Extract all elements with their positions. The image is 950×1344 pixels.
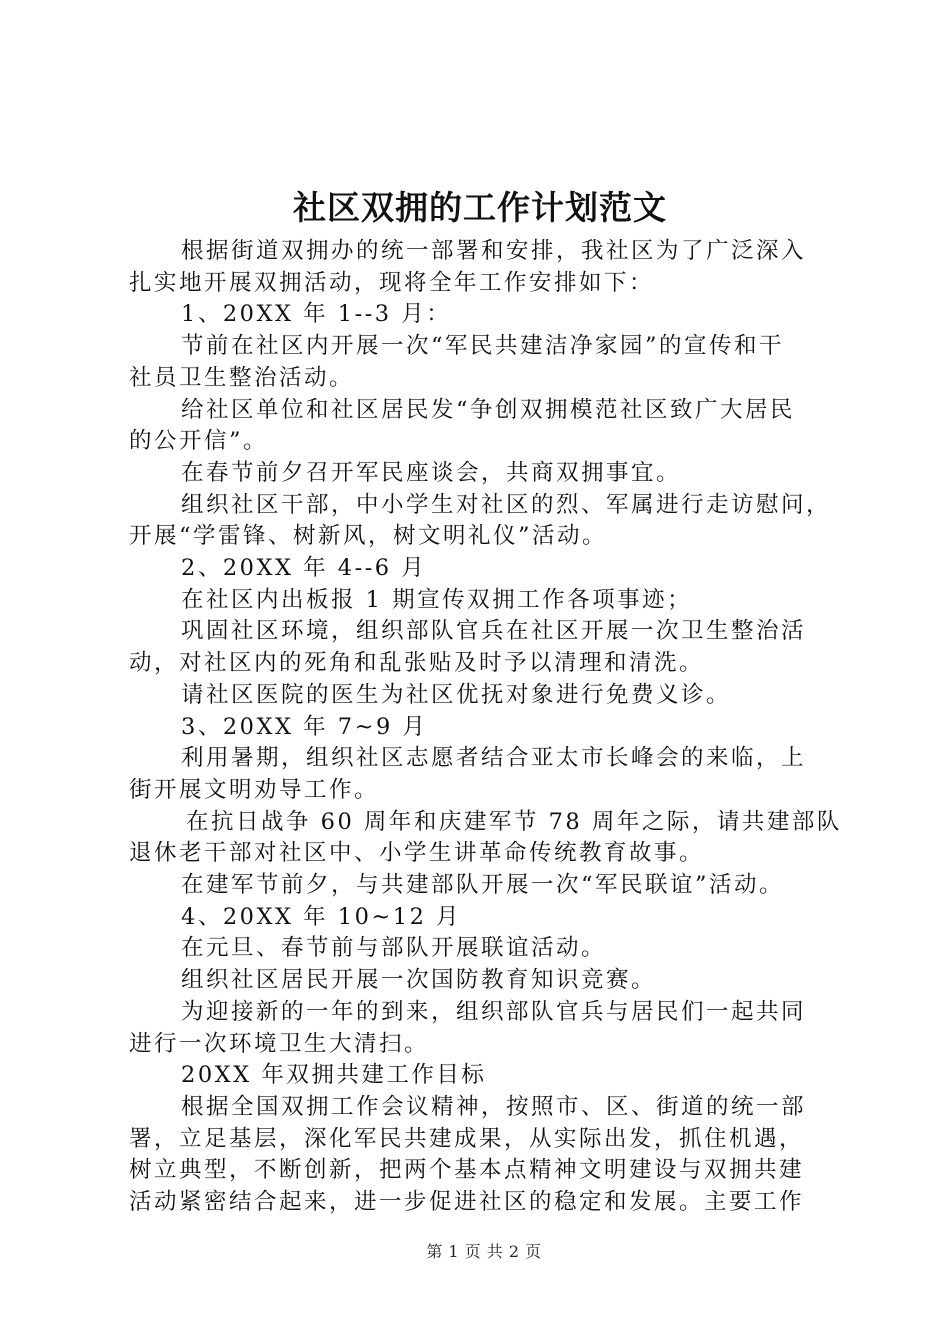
document-line: 2、20XX 年 4--6 月 bbox=[181, 555, 427, 582]
document-line: 为迎接新的一年的到来，组织部队官兵与居民们一起共同 bbox=[181, 998, 807, 1025]
document-line: 给社区单位和社区居民发“争创双拥模范社区致广大居民 bbox=[181, 396, 796, 423]
document-line: 署，立足基层，深化军民共建成果，从实际出发，抓住机遇， bbox=[129, 1125, 805, 1152]
document-line: 在抗日战争 60 周年和庆建军节 78 周年之际，请共建部队 bbox=[186, 808, 842, 835]
document-line: 在社区内出板报 1 期宣传双拥工作各项事迹； bbox=[181, 586, 693, 613]
document-line: 在元旦、春节前与部队开展联谊活动。 bbox=[181, 935, 607, 962]
page-footer: 第 1 页 共 2 页 bbox=[426, 1242, 542, 1261]
document-body bbox=[129, 236, 841, 1219]
document-line: 节前在社区内开展一次“军民共建洁净家园”的宣传和干 bbox=[181, 333, 785, 360]
document-line: 根据全国双拥工作会议精神，按照市、区、街道的统一部 bbox=[181, 1093, 807, 1120]
document-title: 社区双拥的工作计划范文 bbox=[293, 188, 667, 227]
document-line: 动，对社区内的死角和乱张贴及时予以清理和清洗。 bbox=[129, 650, 705, 677]
document-line: 退休老干部对社区中、小学生讲革命传统教育故事。 bbox=[129, 840, 705, 867]
document-line: 组织社区干部，中小学生对社区的烈、军属进行走访慰问， bbox=[181, 491, 832, 518]
document-line: 4、20XX 年 10~12 月 bbox=[181, 903, 462, 930]
document-line: 的公开信”。 bbox=[129, 428, 269, 455]
document-line: 在春节前夕召开军民座谈会，共商双拥事宜。 bbox=[181, 459, 682, 486]
document-line: 进行一次环境卫生大清扫。 bbox=[129, 1030, 430, 1057]
document-line: 20XX 年双拥共建工作目标 bbox=[181, 1062, 487, 1089]
document-line: 街开展文明劝导工作。 bbox=[129, 776, 380, 803]
document-line: 组织社区居民开展一次国防教育知识竞赛。 bbox=[181, 967, 657, 994]
document-line: 在建军节前夕，与共建部队开展一次“军民联谊”活动。 bbox=[181, 872, 785, 899]
document-line: 巩固社区环境，组织部队官兵在社区开展一次卫生整治活 bbox=[181, 618, 807, 645]
document-line: 3、20XX 年 7~9 月 bbox=[181, 713, 428, 740]
document-line: 根据街道双拥办的统一部署和安排，我社区为了广泛深入 bbox=[181, 238, 807, 264]
document-line: 扎实地开展双拥活动，现将全年工作安排如下： bbox=[129, 269, 655, 296]
document-line: 请社区医院的医生为社区优抚对象进行免费义诊。 bbox=[181, 681, 732, 708]
document-line: 1、20XX 年 1--3 月： bbox=[181, 301, 452, 328]
document-line: 社员卫生整治活动。 bbox=[129, 364, 355, 391]
document-line: 开展“学雷锋、树新风，树文明礼仪”活动。 bbox=[129, 523, 608, 550]
document-line: 树立典型，不断创新，把两个基本点精神文明建设与双拥共建 bbox=[129, 1157, 805, 1184]
document-line: 利用暑期，组织社区志愿者结合亚太市长峰会的来临，上 bbox=[181, 745, 807, 772]
document-line: 活动紧密结合起来，进一步促进社区的稳定和发展。主要工作 bbox=[129, 1189, 805, 1216]
